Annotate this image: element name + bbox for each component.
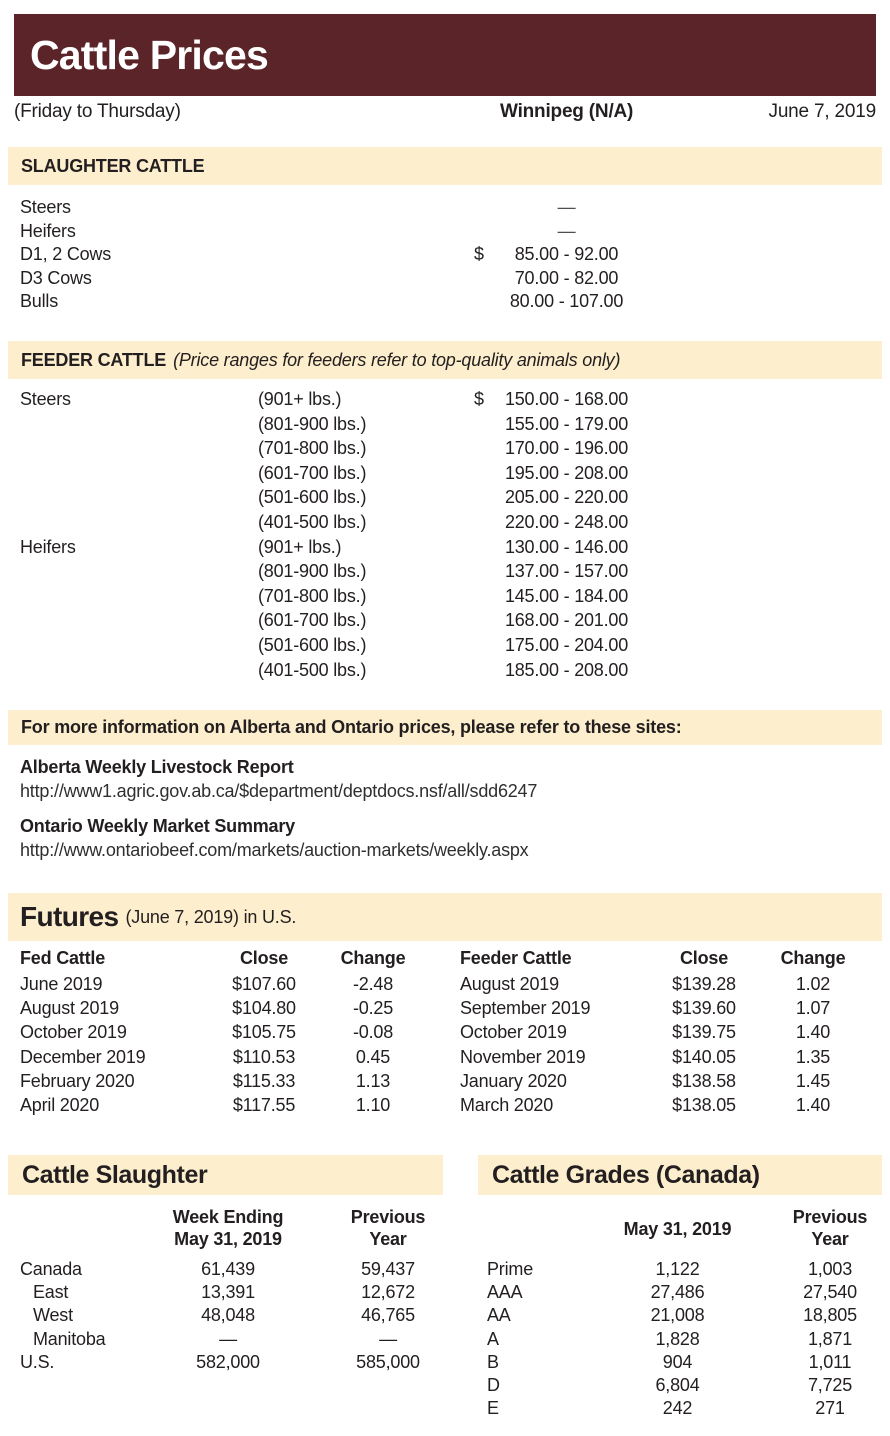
region-label: Canada <box>20 1259 82 1279</box>
weight-range-label: (901+ lbs.) <box>258 389 342 409</box>
close-column-header: Close <box>239 948 289 968</box>
animal-class-label: Bulls <box>20 291 59 311</box>
slaughter-row <box>0 268 890 292</box>
feeder-row <box>0 610 890 635</box>
slaughter-stat-row <box>0 1282 460 1305</box>
current-week-value: — <box>219 1328 237 1349</box>
contract-month-label: December 2019 <box>20 1046 146 1067</box>
current-week-value: 904 <box>662 1351 693 1372</box>
contract-month-label: April 2020 <box>20 1094 100 1115</box>
report-period: (Friday to Thursday) <box>14 101 181 122</box>
close-value: $117.55 <box>232 1094 296 1115</box>
feeder-cattle-band <box>8 341 882 379</box>
report-market: Winnipeg (N/A) <box>500 101 634 122</box>
previous-year-line2: Year <box>811 1229 849 1249</box>
feeder-cattle-futures-table <box>440 948 888 1119</box>
animal-class-label: Steers <box>20 389 71 409</box>
feeder-row <box>0 561 890 586</box>
price-range-value: 185.00 - 208.00 <box>504 659 629 680</box>
previous-year-value: 585,000 <box>356 1351 420 1372</box>
slaughter-row <box>0 244 890 268</box>
price-range-value: 195.00 - 208.00 <box>504 462 629 483</box>
current-week-value: 6,804 <box>655 1374 700 1395</box>
close-value: $115.33 <box>232 1070 296 1091</box>
price-range-value: 205.00 - 220.00 <box>504 487 629 508</box>
animal-class-label: Heifers <box>20 220 76 241</box>
cattle-slaughter-table <box>0 1259 460 1375</box>
close-value: $110.53 <box>232 1046 296 1067</box>
change-value: 1.13 <box>355 1070 391 1091</box>
previous-year-value: 1,011 <box>808 1351 852 1372</box>
contract-month-label: February 2020 <box>20 1070 135 1091</box>
previous-year-value: 27,540 <box>803 1282 857 1303</box>
futures-row <box>440 1022 888 1046</box>
contract-month-label: October 2019 <box>20 1022 127 1043</box>
grade-label: AAA <box>487 1282 523 1303</box>
weight-range-label: (901+ lbs.) <box>258 536 342 557</box>
current-week-value: 1,828 <box>655 1328 700 1349</box>
change-column-header: Change <box>340 948 406 968</box>
current-week-value: 21,008 <box>650 1305 705 1326</box>
contract-month-label: October 2019 <box>460 1022 567 1043</box>
feeder-cattle-futures-header <box>440 948 888 974</box>
price-range-value: 85.00 - 92.00 <box>514 244 619 264</box>
animal-class-label: Heifers <box>20 536 76 557</box>
current-week-value: 582,000 <box>196 1351 260 1372</box>
change-value: -0.25 <box>352 998 394 1019</box>
feeder-row <box>0 414 890 439</box>
previous-year-value: 271 <box>815 1398 845 1419</box>
grade-label: AA <box>487 1305 511 1326</box>
price-range-value: 70.00 - 82.00 <box>514 267 619 288</box>
week-ending-line1: Week Ending <box>172 1207 284 1227</box>
close-value: $138.05 <box>672 1094 736 1115</box>
info-heading: For more information on Alberta and Ontario prices, please refer to these sites: <box>21 717 682 737</box>
slaughter-cattle-table <box>0 197 890 315</box>
info-band <box>8 710 882 745</box>
current-week-value: 13,391 <box>201 1282 255 1303</box>
slaughter-stat-row <box>0 1352 460 1375</box>
price-range-value: 175.00 - 204.00 <box>504 634 629 655</box>
alberta-report-url[interactable]: http://www1.agric.gov.ab.ca/$department/deptdocs.nsf/all/sdd6247 <box>20 781 538 801</box>
slaughter-stat-row <box>0 1329 460 1352</box>
animal-class-label: D3 Cows <box>20 267 92 288</box>
change-value: 1.40 <box>795 1094 831 1115</box>
grade-row <box>460 1259 890 1282</box>
currency-symbol: $ <box>474 244 484 264</box>
animal-class-label: Steers <box>20 197 71 217</box>
previous-year-value: 59,437 <box>361 1259 415 1279</box>
cattle-slaughter-title: Cattle Slaughter <box>22 1160 208 1189</box>
previous-year-line1: Previous <box>350 1207 426 1227</box>
week-ending-column-header <box>155 1206 301 1250</box>
slaughter-stat-row <box>0 1259 460 1282</box>
futures-heading: Futures <box>20 901 119 932</box>
ontario-summary-title: Ontario Weekly Market Summary <box>20 816 295 836</box>
futures-row <box>0 974 448 998</box>
feeder-cattle-heading: FEEDER CATTLE <box>21 349 167 370</box>
grade-row <box>460 1282 890 1305</box>
close-column-header: Close <box>679 948 729 968</box>
grade-label: E <box>487 1398 499 1419</box>
feeder-row <box>0 438 890 463</box>
region-label: West <box>33 1305 73 1326</box>
change-value: 1.10 <box>355 1094 391 1115</box>
region-label: East <box>33 1282 69 1303</box>
price-range-value: 80.00 - 107.00 <box>509 291 624 311</box>
previous-year-value: — <box>379 1328 397 1349</box>
fed-cattle-futures-table <box>0 948 448 1119</box>
futures-band <box>8 893 882 941</box>
feeder-row <box>0 660 890 685</box>
current-week-value: 242 <box>662 1398 693 1419</box>
region-label: Manitoba <box>33 1328 106 1349</box>
grades-week-column-header: May 31, 2019 <box>623 1219 732 1239</box>
contract-month-label: November 2019 <box>460 1046 586 1067</box>
weight-range-label: (601-700 lbs.) <box>258 610 367 631</box>
ontario-summary-link-block <box>20 816 876 861</box>
week-ending-line2: May 31, 2019 <box>174 1229 282 1249</box>
previous-year-line2: Year <box>369 1229 407 1249</box>
price-range-value: — <box>557 220 576 241</box>
change-value: 0.45 <box>355 1046 391 1067</box>
grade-label: A <box>487 1328 499 1349</box>
weight-range-label: (801-900 lbs.) <box>258 561 367 582</box>
weight-range-label: (501-600 lbs.) <box>258 487 367 508</box>
close-value: $139.28 <box>672 974 736 994</box>
close-value: $105.75 <box>232 1022 296 1043</box>
close-value: $104.80 <box>232 998 296 1019</box>
feeder-row <box>0 537 890 562</box>
change-column-header: Change <box>780 948 846 968</box>
slaughter-cattle-band <box>8 147 882 185</box>
futures-row <box>0 998 448 1022</box>
contract-month-label: January 2020 <box>460 1070 567 1091</box>
cattle-slaughter-band <box>8 1155 443 1195</box>
futures-row <box>0 1071 448 1095</box>
currency-symbol: $ <box>474 389 484 409</box>
previous-year-line1: Previous <box>792 1207 868 1227</box>
price-range-value: 170.00 - 196.00 <box>504 438 629 459</box>
contract-month-label: March 2020 <box>460 1094 554 1115</box>
futures-row <box>0 1047 448 1071</box>
previous-year-value: 12,672 <box>361 1282 415 1303</box>
price-range-value: 130.00 - 146.00 <box>504 536 629 557</box>
previous-year-column-header <box>315 1206 461 1250</box>
feeder-row <box>0 487 890 512</box>
change-value: 1.07 <box>795 998 831 1019</box>
cattle-grades-title: Cattle Grades (Canada) <box>492 1160 760 1189</box>
feeder-row <box>0 635 890 660</box>
contract-month-label: September 2019 <box>460 998 591 1019</box>
close-value: $139.60 <box>672 998 736 1019</box>
info-links <box>20 757 876 861</box>
close-value: $140.05 <box>672 1046 736 1067</box>
futures-row <box>440 974 888 998</box>
slaughter-row <box>0 197 890 221</box>
price-range-value: 150.00 - 168.00 <box>504 389 629 409</box>
report-date: June 7, 2019 <box>768 101 876 122</box>
current-week-value: 48,048 <box>201 1305 255 1326</box>
previous-year-value: 18,805 <box>803 1305 857 1326</box>
futures-row <box>0 1022 448 1046</box>
ontario-summary-url[interactable]: http://www.ontariobeef.com/markets/auction-markets/weekly.aspx <box>20 840 529 860</box>
price-range-value: 155.00 - 179.00 <box>504 413 629 434</box>
close-value: $107.60 <box>232 974 296 994</box>
feeder-cattle-note: (Price ranges for feeders refer to top-quality animals only) <box>173 349 621 370</box>
fed-cattle-futures-header <box>0 948 448 974</box>
price-range-value: 168.00 - 201.00 <box>504 610 629 631</box>
feeder-row <box>0 512 890 537</box>
weight-range-label: (501-600 lbs.) <box>258 634 367 655</box>
previous-year-value: 1,871 <box>807 1328 853 1349</box>
feeder-row <box>0 463 890 488</box>
feeder-row <box>0 586 890 611</box>
region-label: U.S. <box>20 1351 55 1372</box>
grade-row <box>460 1398 890 1421</box>
price-range-value: 137.00 - 157.00 <box>504 561 629 582</box>
change-value: -0.08 <box>352 1022 394 1043</box>
feeder-cattle-column-header: Feeder Cattle <box>460 948 572 968</box>
grades-previous-year-column-header <box>760 1206 890 1250</box>
futures-row <box>440 1095 888 1119</box>
contract-month-label: June 2019 <box>20 974 103 994</box>
close-value: $138.58 <box>672 1070 736 1091</box>
current-week-value: 61,439 <box>201 1259 255 1279</box>
grade-row <box>460 1352 890 1375</box>
weight-range-label: (401-500 lbs.) <box>258 511 367 532</box>
previous-year-value: 46,765 <box>361 1305 415 1326</box>
slaughter-row <box>0 291 890 315</box>
futures-subheading: (June 7, 2019) in U.S. <box>125 906 297 927</box>
slaughter-stat-row <box>0 1305 460 1328</box>
close-value: $139.75 <box>672 1022 736 1043</box>
grade-row <box>460 1375 890 1398</box>
previous-year-value: 7,725 <box>807 1374 853 1395</box>
cattle-grades-band <box>478 1155 882 1195</box>
feeder-row <box>0 389 890 414</box>
grade-label: B <box>487 1351 499 1372</box>
alberta-report-link-block <box>20 757 876 802</box>
alberta-report-title: Alberta Weekly Livestock Report <box>20 757 294 777</box>
slaughter-row <box>0 221 890 245</box>
weight-range-label: (601-700 lbs.) <box>258 462 367 483</box>
animal-class-label: D1, 2 Cows <box>20 244 112 264</box>
slaughter-cattle-heading: SLAUGHTER CATTLE <box>21 155 205 176</box>
current-week-value: 1,122 <box>655 1259 700 1279</box>
report-meta <box>14 101 876 127</box>
current-week-value: 27,486 <box>650 1282 705 1303</box>
price-range-value: 220.00 - 248.00 <box>504 511 629 532</box>
futures-row <box>440 1047 888 1071</box>
futures-row <box>440 998 888 1022</box>
change-value: 1.35 <box>795 1046 831 1067</box>
grade-label: D <box>487 1374 500 1395</box>
cattle-grades-table <box>460 1259 890 1421</box>
grade-row <box>460 1329 890 1352</box>
contract-month-label: August 2019 <box>460 974 559 994</box>
weight-range-label: (401-500 lbs.) <box>258 659 367 680</box>
price-range-value: 145.00 - 184.00 <box>504 585 629 606</box>
change-value: 1.45 <box>795 1070 831 1091</box>
price-range-value: — <box>557 197 576 217</box>
weight-range-label: (701-800 lbs.) <box>258 585 367 606</box>
futures-row <box>0 1095 448 1119</box>
weight-range-label: (801-900 lbs.) <box>258 413 367 434</box>
change-value: 1.40 <box>795 1022 831 1043</box>
report-masthead <box>14 14 876 96</box>
futures-row <box>440 1071 888 1095</box>
change-value: -2.48 <box>352 974 394 994</box>
feeder-cattle-table <box>0 389 890 684</box>
grade-row <box>460 1305 890 1328</box>
weight-range-label: (701-800 lbs.) <box>258 438 367 459</box>
previous-year-value: 1,003 <box>807 1259 853 1279</box>
change-value: 1.02 <box>795 974 831 994</box>
contract-month-label: August 2019 <box>20 998 119 1019</box>
fed-cattle-column-header: Fed Cattle <box>20 948 106 968</box>
grade-label: Prime <box>487 1259 534 1279</box>
report-title: Cattle Prices <box>30 31 269 78</box>
